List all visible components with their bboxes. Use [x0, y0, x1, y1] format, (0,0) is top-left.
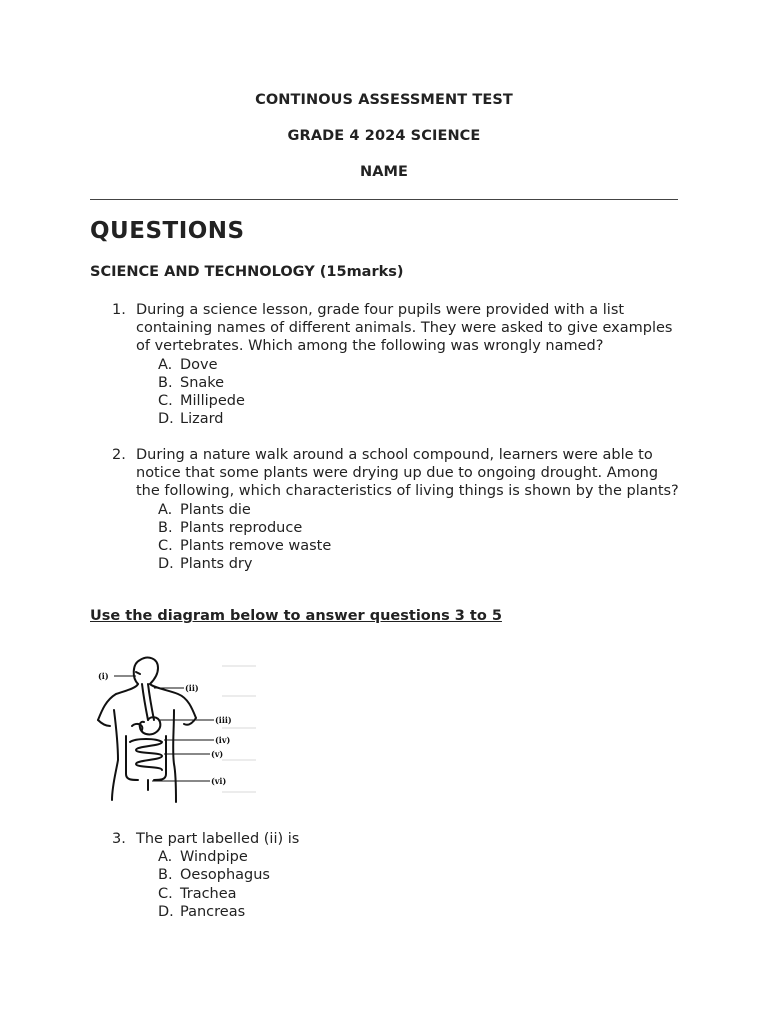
question-number: 3. — [112, 831, 126, 847]
option-letter: D. — [158, 556, 174, 573]
options-list — [158, 501, 682, 574]
option-b — [158, 374, 682, 392]
section-title: SCIENCE AND TECHNOLOGY (15marks) — [90, 264, 404, 280]
option-letter: C. — [158, 392, 173, 409]
option-d — [158, 410, 682, 428]
option-text: Dove — [180, 356, 218, 373]
question-3 — [112, 830, 682, 921]
option-text: Plants reproduce — [180, 519, 303, 536]
option-letter: D. — [158, 411, 174, 428]
option-b — [158, 519, 682, 537]
option-text: Pancreas — [180, 903, 246, 920]
diagram-label-vi: (vi) — [211, 776, 227, 786]
option-b — [158, 866, 682, 884]
question-text: During a nature walk around a school compound, learners were able to notice that some plants were drying up due to ongoing drought. Among the following, which characteristics of living things is shown by the plants? — [136, 447, 679, 500]
option-a — [158, 848, 682, 866]
question-number: 1. — [112, 302, 126, 318]
diagram-label-iv: (iv) — [215, 735, 231, 745]
diagram-label-ii: (ii) — [185, 683, 199, 693]
test-title: CONTINOUS ASSESSMENT TEST — [255, 92, 513, 108]
name-underline — [90, 199, 678, 200]
option-letter: C. — [158, 537, 173, 554]
test-subtitle: GRADE 4 2024 SCIENCE — [287, 128, 481, 144]
scan-noise — [222, 666, 256, 792]
option-text: Oesophagus — [180, 867, 270, 884]
option-letter: B. — [158, 374, 173, 391]
option-text: Windpipe — [180, 849, 248, 866]
question-number: 2. — [112, 447, 126, 463]
option-text: Snake — [180, 374, 225, 391]
question-text: During a science lesson, grade four pupils were provided with a list containing names of different animals. They were asked to give examples of vertebrates. Which among the following was wrongly named? — [136, 302, 673, 355]
option-text: Trachea — [180, 885, 237, 902]
option-letter: C. — [158, 885, 173, 902]
name-label: NAME — [359, 164, 409, 180]
options-list — [158, 848, 682, 921]
option-text: Plants die — [180, 501, 251, 518]
option-letter: B. — [158, 867, 173, 884]
option-c — [158, 885, 682, 903]
option-a — [158, 501, 682, 519]
digestive-system-diagram — [92, 650, 260, 815]
option-letter: A. — [158, 501, 173, 518]
option-text: Lizard — [180, 411, 224, 428]
questions-heading: QUESTIONS — [90, 218, 245, 244]
option-letter: B. — [158, 519, 173, 536]
option-a — [158, 356, 682, 374]
option-c — [158, 537, 682, 555]
option-text: Millipede — [180, 392, 245, 409]
question-1 — [112, 301, 682, 428]
option-letter: D. — [158, 903, 174, 920]
diagram-label-i: (i) — [98, 671, 109, 681]
option-d — [158, 555, 682, 573]
option-letter: A. — [158, 356, 173, 373]
option-letter: A. — [158, 849, 173, 866]
options-list — [158, 356, 682, 429]
body-outline — [98, 658, 196, 802]
question-text: The part labelled (ii) is — [136, 831, 300, 847]
diagram-instruction: Use the diagram below to answer questions 3 to 5 — [90, 608, 502, 624]
question-2 — [112, 446, 682, 573]
option-text: Plants dry — [180, 556, 253, 573]
diagram-label-iii: (iii) — [215, 715, 232, 725]
label-lines — [114, 676, 214, 781]
option-d — [158, 903, 682, 921]
option-c — [158, 392, 682, 410]
diagram-label-v: (v) — [211, 749, 224, 759]
option-text: Plants remove waste — [180, 537, 332, 554]
